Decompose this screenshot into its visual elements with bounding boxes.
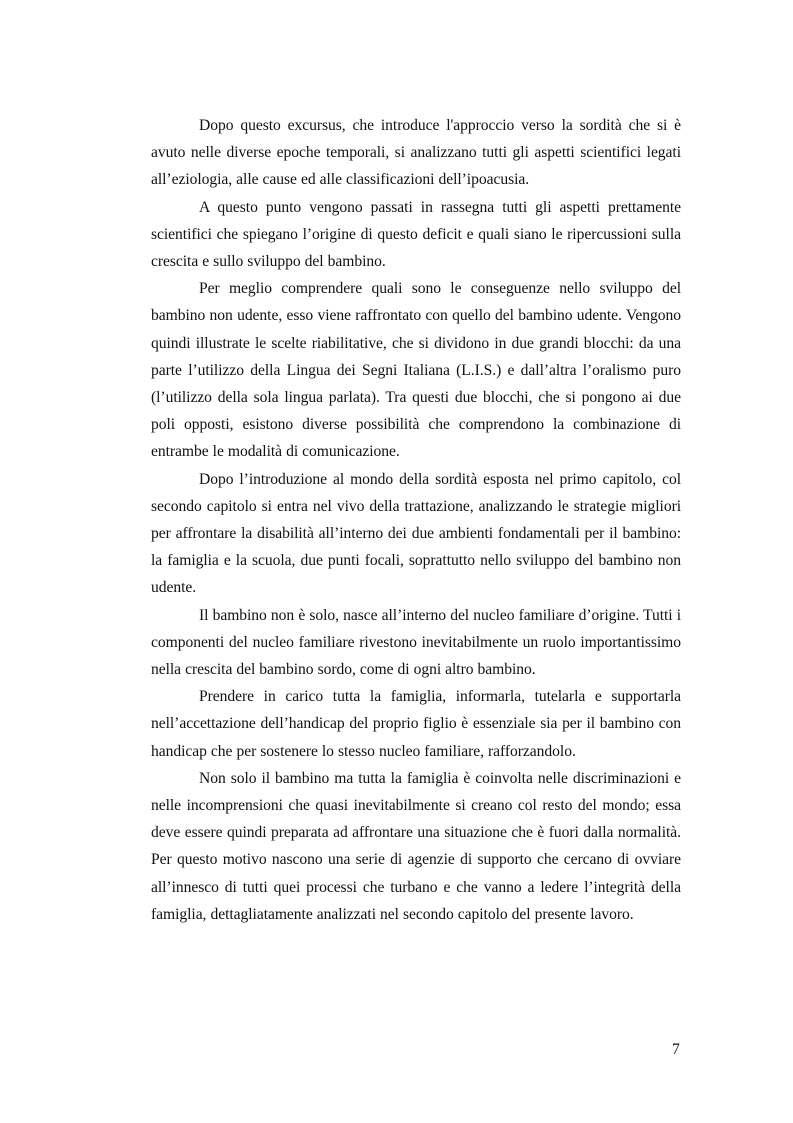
body-text (151, 112, 681, 928)
paragraph: Dopo l’introduzione al mondo della sordità esposta nel primo capitolo, col secondo capitolo si entra nel vivo della trattazione, analizzando le strategie migliori per affrontare la disabilità all’interno dei due ambienti fondamentali per il bambino: la famiglia e la scuola, due punti focali, soprattutto nello sviluppo del bambino non udente. (151, 470, 681, 597)
paragraph: Il bambino non è solo, nasce all’interno del nucleo familiare d’origine. Tutti i componenti del nucleo familiare rivestono inevitabilmente un ruolo importantissimo nella crescita del bambino sordo, come di ogni altro bambino. (151, 606, 681, 679)
paragraph: Dopo questo excursus, che introduce l'approccio verso la sordità che si è avuto nelle diverse epoche temporali, si analizzano tutti gli aspetti scientifici legati all’eziologia, alle cause ed alle classificazioni dell’ipoacusia. (151, 117, 681, 189)
paragraph: A questo punto vengono passati in rassegna tutti gli aspetti prettamente scientifici che spiegano l’origine di questo deficit e quali siano le ripercussioni sulla crescita e sullo sviluppo del bambino. (151, 198, 681, 271)
paragraph: Per meglio comprendere quali sono le conseguenze nello sviluppo del bambino non udente, esso viene raffrontato con quello del bambino udente. Vengono quindi illustrate le scelte riabilitative, che si dividono in due grandi blocchi: da una parte l’utilizzo della Lingua dei Segni Italiana (L.I.S.) e dall’altra l’oralismo puro (l’utilizzo della sola lingua parlata). Tra questi due blocchi, che si pongono ai due poli opposti, esistono diverse possibilità che comprendono la combinazione di entrambe le modalità di comunicazione. (151, 280, 681, 461)
paragraph: Non solo il bambino ma tutta la famiglia è coinvolta nelle discriminazioni e nelle incomprensioni che quasi inevitabilmente si creano col resto del mondo; essa deve essere quindi preparata ad affrontare una situazione che è fuori dalla normalità. Per questo motivo nascono una serie di agenzie di supporto che cercano di ovviare all’innesco di tutti quei processi che turbano e che vanno a ledere l’integrità della famiglia, dettagliatamente analizzati nel secondo capitolo del presente lavoro. (151, 769, 681, 923)
page-number: 7 (672, 1041, 680, 1058)
paragraph: Prendere in carico tutta la famiglia, informarla, tutelarla e supportarla nell’accettazione dell’handicap del proprio figlio è essenziale sia per il bambino con handicap che per sostenere lo stesso nucleo familiare, rafforzandolo. (151, 688, 681, 760)
